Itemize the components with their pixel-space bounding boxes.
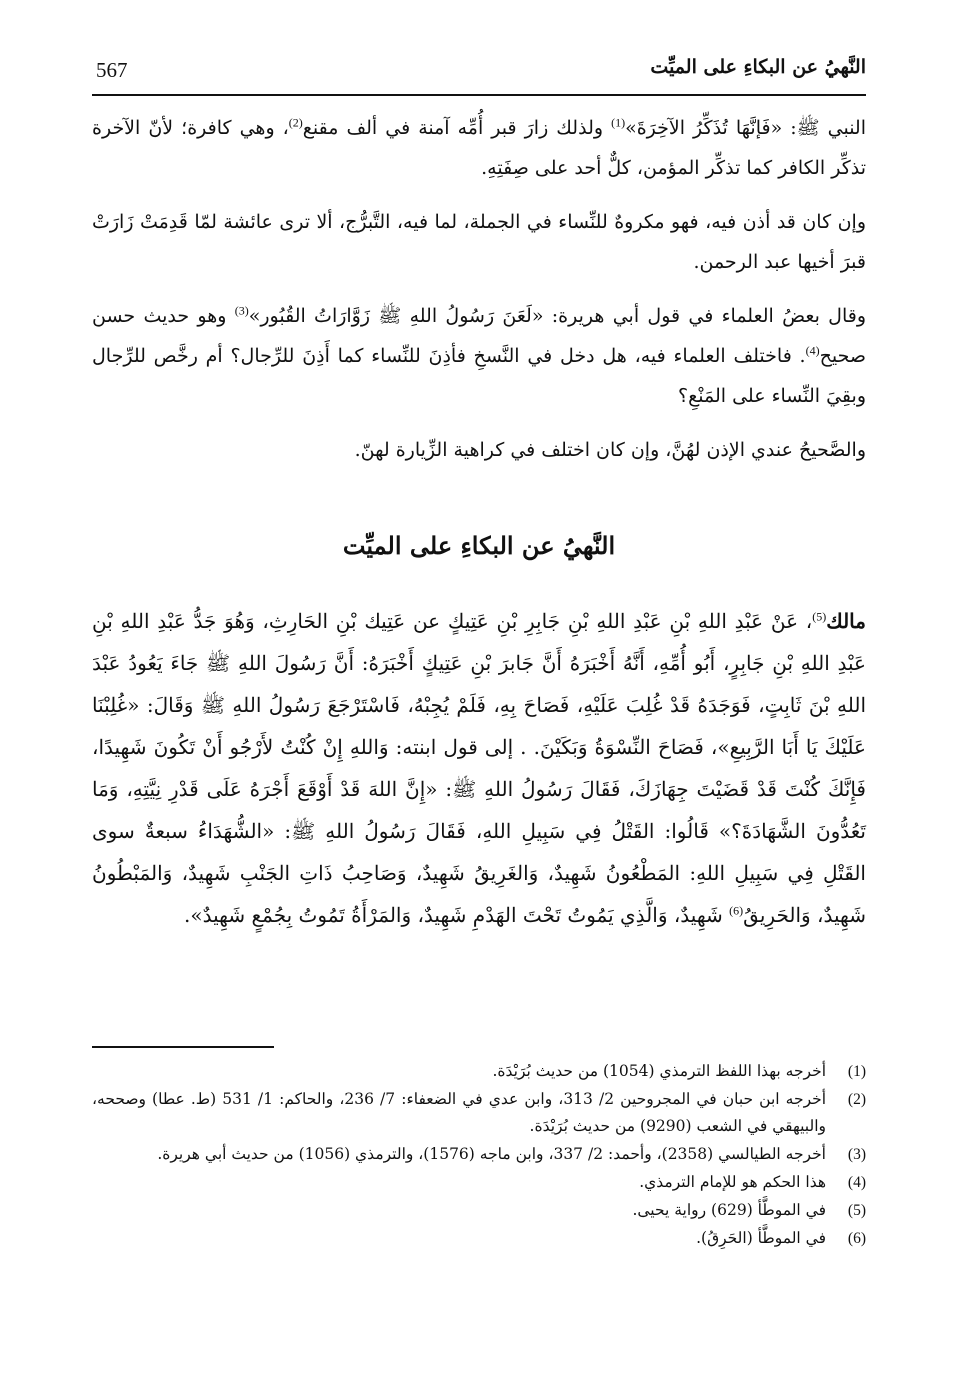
footnote-number: (5) [847, 1202, 866, 1219]
footnote [92, 1225, 866, 1252]
footnote [92, 1197, 866, 1224]
footnote-text: أخرجه الطيالسي (2358)، وأحمد: 2/ 337، وابن ماجه (1576)، والترمذي (1056) من حديث أبي هريرة. [157, 1145, 826, 1163]
footnote-ref: (5) [812, 609, 827, 624]
footnote-text: أخرجه ابن حبان في المجروحين 2/ 313، وابن عدي في الضعفاء: 7/ 236، والحاكم: 1/ 531 (ط. عطا) وصححه، والبيهقي في الشعب (9290) من حديث بُرَيْدَة. [92, 1090, 827, 1135]
section-title: النَّهيُ عن البكاءِ على الميِّت [342, 531, 616, 560]
paragraph-text: وقال بعضُ العلماء في قول أبي هريرة: «لَعَنَ رَسُولُ اللهِ ﷺ زَوَّارَاتُ القُبُور» [248, 305, 867, 327]
paragraph-text: وهو حديث حسن صحيح [92, 305, 866, 367]
footnotes [92, 1058, 866, 1253]
footnote-ref: (6) [729, 903, 744, 918]
footnote-number: (3) [847, 1146, 866, 1163]
footnote-rule [92, 1046, 274, 1048]
paragraph-text: ، وهي كافرة؛ لأنّ الآخرة تذكِّر الكافر كما تذكِّر المؤمن، كلٌّ أحد على صِفَتِهِ. [92, 117, 866, 179]
header-rule [92, 94, 866, 96]
page-number: 567 [96, 58, 128, 82]
paragraph-text: ولذلك زارَ قبر أُمِّه آمنة في ألف مقنع [302, 117, 612, 139]
footnote-number: (1) [847, 1063, 866, 1080]
paragraph-text: . فاختلف العلماء فيه، هل دخل في النَّسخِ فأذِنَ للنِّساء كما أَذِنَ للرِّجال؟ أم رخَّص للرِّجال وبقِيَ النِّساء على المَنْعِ؟ [92, 345, 866, 407]
paragraph-text: والصَّحيحُ عندي الإذن لهُنَّ، وإن كان اختلف في كراهية الزِّيارة لهنّ. [354, 439, 866, 461]
hadith-text [92, 600, 866, 936]
footnote-text: هذا الحكم هو للإمام الترمذي. [639, 1173, 826, 1191]
footnote [92, 1169, 866, 1196]
narrator-name: مالك [826, 609, 866, 633]
footnote-number: (4) [847, 1174, 866, 1191]
footnote-ref: (4) [805, 343, 820, 358]
page-header [92, 50, 866, 92]
paragraph [92, 430, 866, 470]
paragraph [92, 202, 866, 282]
footnote-ref: (1) [611, 115, 626, 130]
footnote [92, 1086, 866, 1140]
paragraph [92, 296, 866, 416]
book-page [92, 50, 866, 1350]
footnote-text: في الموطَّأ (الحَرِقُ). [696, 1229, 826, 1247]
footnote [92, 1141, 866, 1168]
footnote-number: (2) [847, 1091, 866, 1108]
footnote-number: (6) [847, 1230, 866, 1247]
main-text [92, 108, 866, 936]
paragraph [92, 108, 866, 188]
hadith-body: ، عَنْ عَبْدِ اللهِ بْنِ عَبْدِ اللهِ بْنِ جَابِرِ بْنِ عَتِيكٍ عن عَتِيك بْنِ الحَارِثِ، وَهُوَ جَدُّ عَبْدِ اللهِ بْنِ عَبْدِ اللهِ بْنِ جَابِرٍ، أَبُو أُمِّهِ، أَنَّهُ أَخْبَرَهُ أَنَّ جَابرَ بْنِ عَتِيكٍ أَخْبَرَهُ: أَنَّ رَسُولَ اللهِ ﷺ جَاءَ يَعُودُ عَبْدَ اللهِ بْنَ ثَابِتٍ، فَوَجَدَهُ قَدْ غُلِبَ عَلَيْهِ، فَصَاحَ بِهِ، فَلَمْ يُجِبْهُ، فَاسْتَرْجَعَ رَسُولُ اللهِ ﷺ وَقَالَ: «غُلِبْنَا عَلَيْكَ يَا أَبَا الرَّبِيعِ»، فَصَاحَ النِّسْوَةُ وَبَكَيْنَ. . إلى قول ابنته: وَاللهِ إِنْ كُنْتُ لأَرْجُو أَنْ تَكُونَ شَهِيدًا، فَإِنَّكَ كُنْتَ قَدْ قَضَيْتَ جِهَازَكَ، فَقَالَ رَسُولُ اللهِ ﷺ: «إِنَّ اللهَ قَدْ أَوْقَعَ أَجْرَهُ عَلَى قَدْرِ نِيَّتِهِ، وَمَا تَعُدُّونَ الشَّهَادَةَ؟» قَالُوا: القَتْلُ فِي سَبِيلِ اللهِ، فَقَالَ رَسُولُ اللهِ ﷺ: «الشُّهَدَاءُ سبعةٌ سوى القَتْلِ فِي سَبِيلِ اللهِ: المَطْعُونُ شَهِيدٌ، وَالغَرِيقُ شَهِيدٌ، وَصَاحِبُ ذَاتِ الجَنْبِ شَهِيدٌ، وَالمَبْطُونُ شَهِيدٌ، وَالحَرِيقُ [92, 609, 866, 927]
footnote-ref: (2) [288, 115, 303, 130]
running-title: النَّهيُ عن البكاءِ على الميِّت [650, 56, 866, 78]
footnote [92, 1058, 866, 1085]
paragraph-text: النبي ﷺ: «فَإنَّهَا تُذَكِّرُ الآخِرَةَ» [625, 117, 866, 139]
hadith-body: شَهِيدٌ، وَالَّذِي يَمُوتُ تَحْتَ الهَدْمِ شَهِيدٌ، وَالمَرْأَةُ تَمُوتُ بِجُمْعٍ شَهِيدٌ». [184, 903, 730, 927]
footnote-ref: (3) [234, 303, 249, 318]
footnote-text: أخرجه بهذا اللفظ الترمذي (1054) من حديث بُرَيْدَة. [492, 1062, 826, 1080]
footnote-text: في الموطَّأ (629) رواية يحيى. [632, 1201, 826, 1219]
paragraph-text: وإن كان قد أذن فيه، فهو مكروهٌ للنِّساء في الجملة، لما فيه، التَّبرُّج، ألا ترى عائشة لمّا قَدِمَتْ زَارَتْ قبرَ أخيها عبد الرحمن. [92, 211, 866, 273]
